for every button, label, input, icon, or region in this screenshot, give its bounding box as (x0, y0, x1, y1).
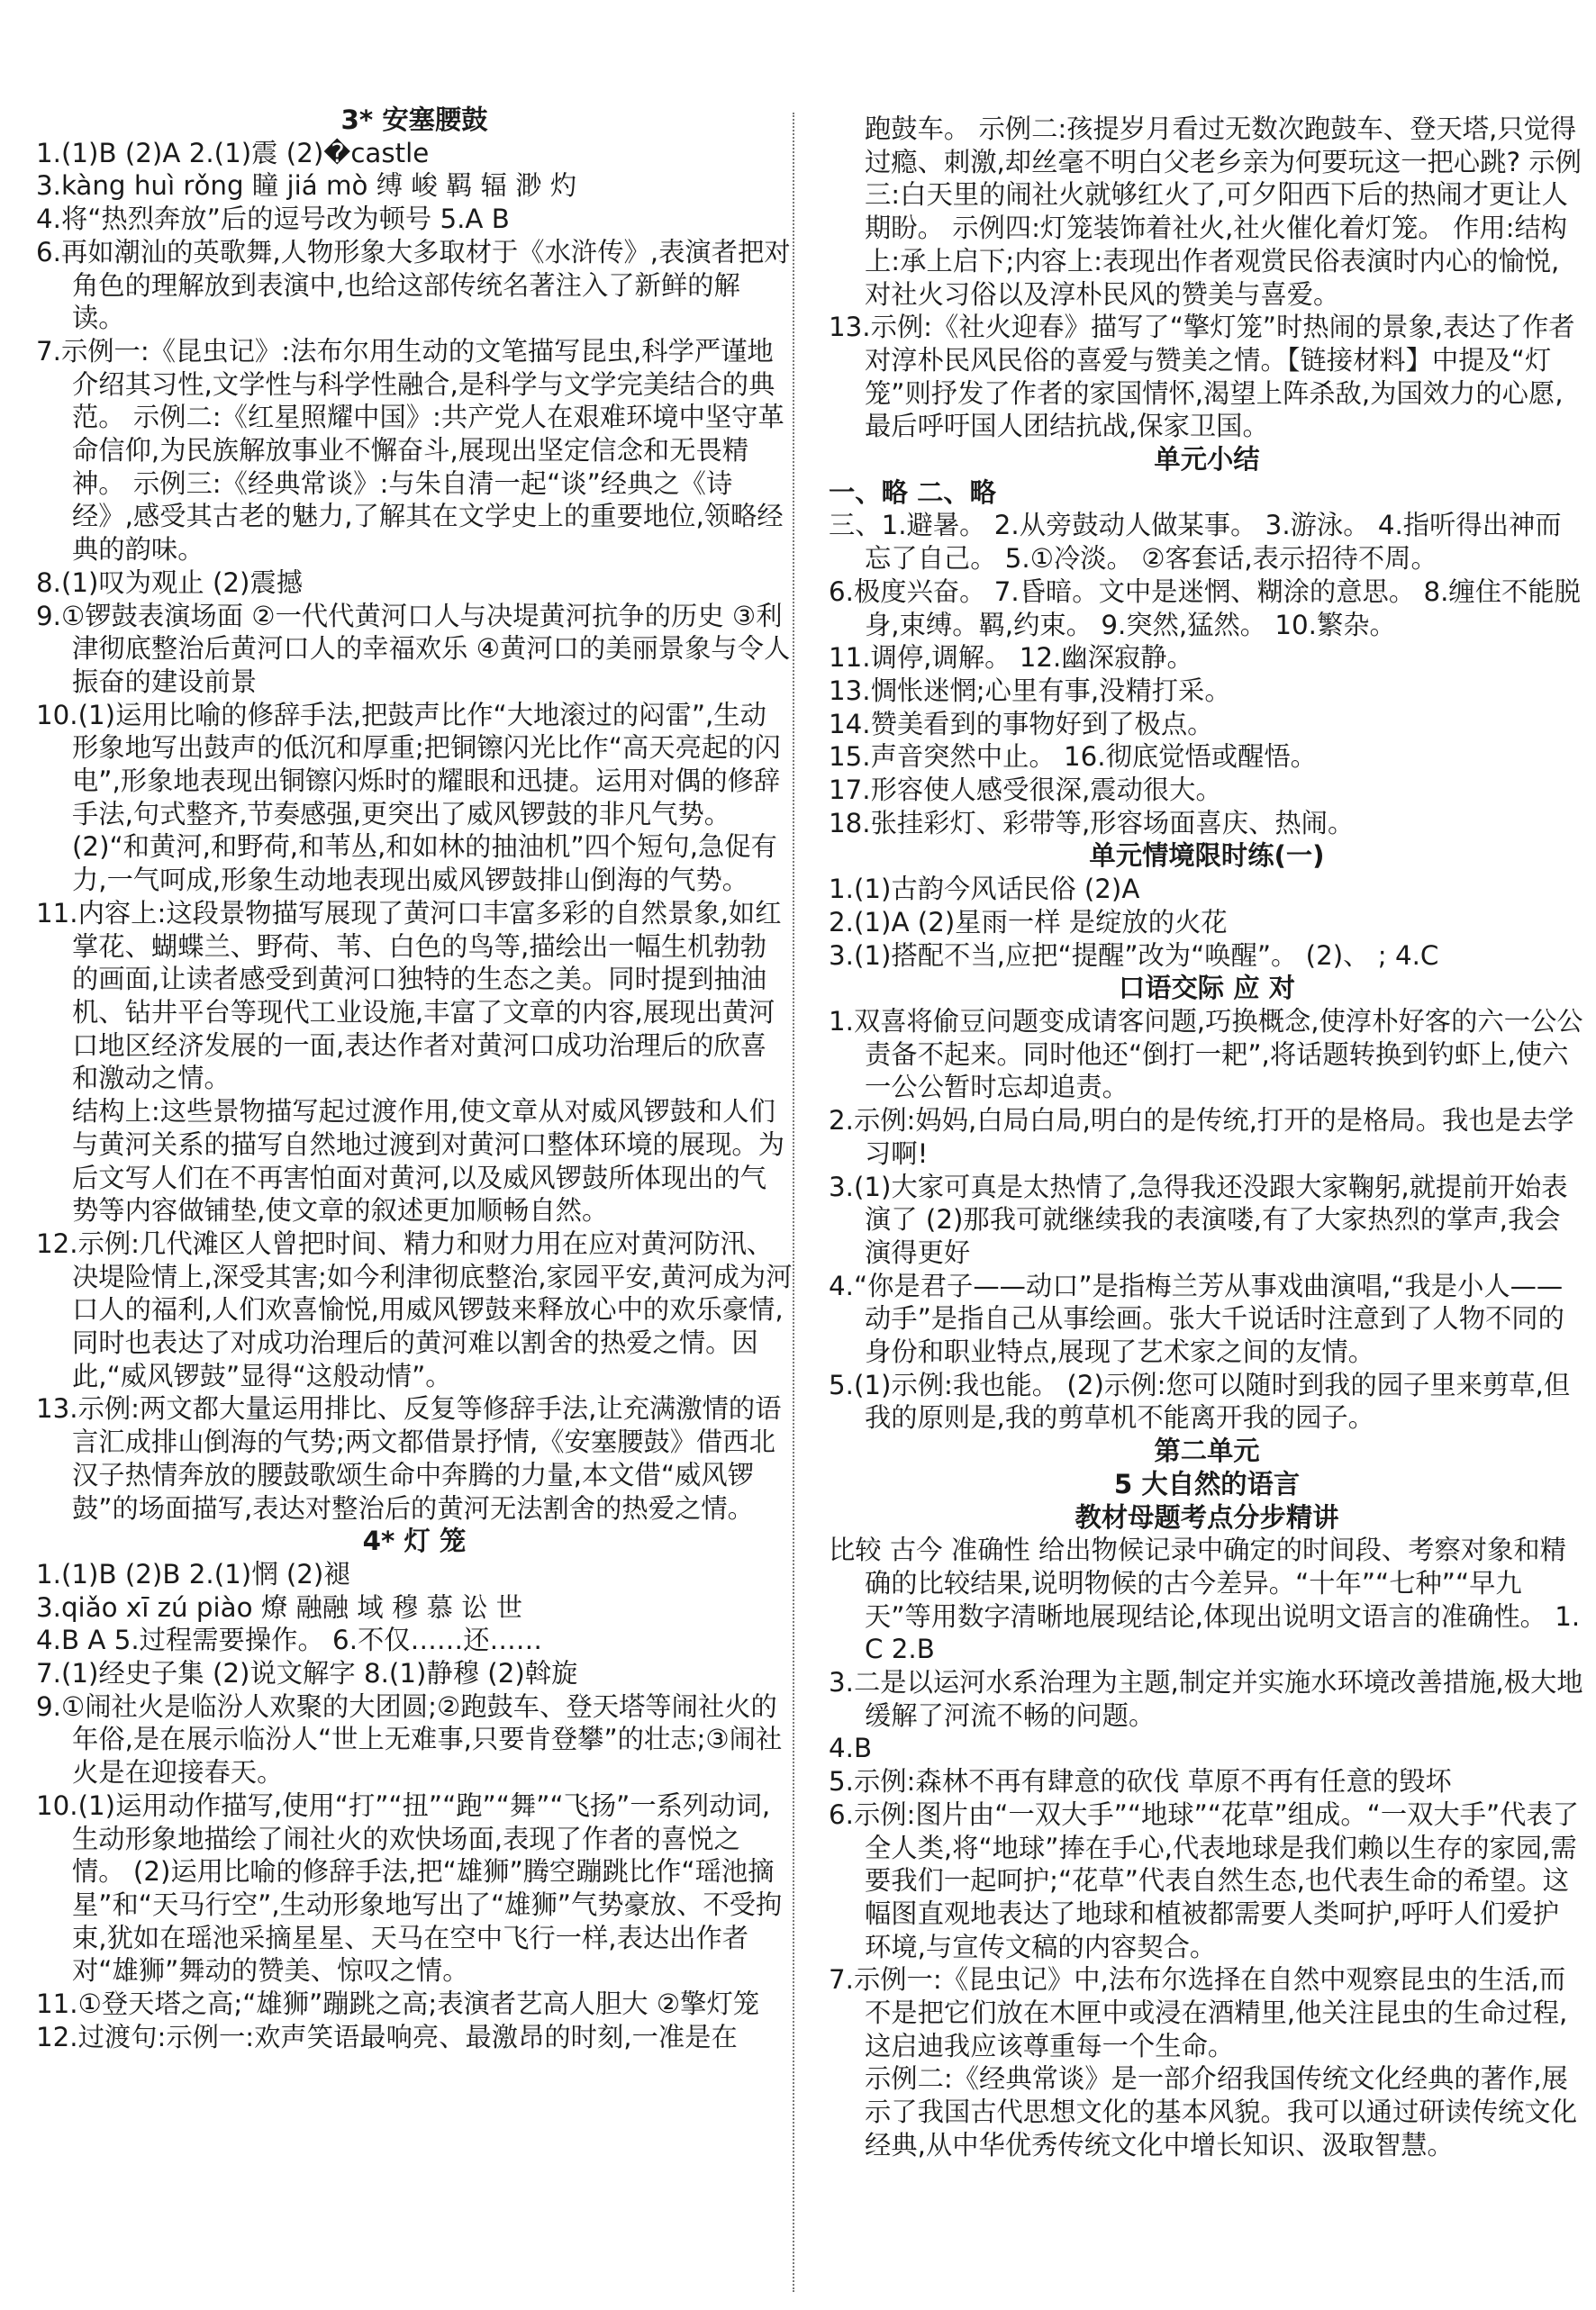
answer-item: 18.张挂彩灯、彩带等,形容场面喜庆、热闹。 (829, 807, 1355, 838)
answer-item: 17.形容使人感受很深,震动很大。 (829, 775, 1222, 806)
answer-item: 3.(1)搭配不当,应把“提醒”改为“唤醒”。 (2)、 ; 4.C (829, 939, 1439, 971)
answer-item: 三、1.避暑。 2.从旁鼓动人做某事。 3.游泳。 4.指听得出神而忘了自己。 5.①冷淡。 ②客套话,表示招待不周。 (829, 510, 1562, 575)
answer-continuation: 跑鼓车。 示例二:孩提岁月看过无数次跑鼓车、登天塔,只觉得过瘾、刺激,却丝毫不明白父老乡亲为何要玩这一把心跳? 示例三:白天里的闹社火就够红火了,可夕阳西下后的热闹才更让人期盼。 示例四:灯笼装饰着社火,社火催化着灯笼。 作用:结构上:承上启下;内容上:表现出作者观赏民俗表演时内心的愉悦,对社火习俗以及淳朴民风的赞美与喜爱。 (865, 113, 1582, 310)
section-heading: 5 大自然的语言 (1113, 1468, 1301, 1499)
answer-item: 11.调停,调解。 12.幽深寂静。 (829, 642, 1193, 674)
answer-item: 13.示例:《社火迎春》描写了“擎灯笼”时热闹的景象,表达了作者对淳朴民风民俗的喜爱与赞美之情。【链接材料】中提及“灯笼”则抒发了作者的家国情怀,渴望上阵杀敌,为国效力的心愿,最后呼吁国人团结抗战,保家卫国。 (829, 312, 1575, 442)
answer-continuation: 结构上:这些景物描写起过渡作用,使文章从对威风锣鼓和人们与黄河关系的描写自然地过渡到对黄河口整体环境的展现。为后文写人们在不再害怕面对黄河,以及威风锣鼓所体现出的气势等内容做铺垫,使文章的叙述更加顺畅自然。 (72, 1096, 785, 1227)
answer-item: 10.(1)运用比喻的修辞手法,把鼓声比作“大地滚过的闷雷”,生动形象地写出鼓声的低沉和厚重;把铜镲闪光比作“高天亮起的闪电”,形象地表现出铜镲闪烁时的耀眼和迅捷。运用对偶的修辞手法,句式整齐,节奏感强,更突出了威风锣鼓的非凡气势。 (36, 699, 781, 829)
answer-item: 1.(1)B (2)A 2.(1)震 (2)�castle (36, 137, 430, 168)
answer-item: 12.过渡句:示例一:欢声笑语最响亮、最激昂的时刻,一准是在 (36, 2021, 738, 2052)
answer-item: 1.(1)古韵今风话民俗 (2)A (829, 874, 1140, 905)
column-divider (793, 113, 794, 2292)
section-heading: 第二单元 (1154, 1436, 1260, 1467)
answer-item: 4.“你是君子——动口”是指梅兰芳从事戏曲演唱,“我是小人——动手”是指自己从事绘画。张大千说话时注意到了人物不同的身份和职业特点,展现了艺术家之间的友情。 (829, 1270, 1564, 1368)
section-heading: 4* 灯 笼 (362, 1526, 467, 1557)
section-heading: 教材母题考点分步精讲 (1075, 1501, 1339, 1533)
answer-item: 4.B A 5.过程需要操作。 6.不仅……还…… (36, 1625, 543, 1656)
answer-item: 5.示例:森林不再有肆意的砍伐 草原不再有任意的毁坏 (829, 1766, 1452, 1798)
answer-item: 15.声音突然中止。 16.彻底觉悟或醒悟。 (829, 741, 1317, 773)
section-heading: 3* 安塞腰鼓 (340, 104, 488, 135)
answer-item: 11.①登天塔之高;“雄狮”蹦跳之高;表演者艺高人胆大 ②擎灯笼 (36, 1988, 760, 2020)
answer-item: 7.(1)经史子集 (2)说文解字 8.(1)静穆 (2)斡旋 (36, 1658, 578, 1689)
section-heading: 口语交际 应 对 (1118, 973, 1296, 1004)
answer-item: 10.(1)运用动作描写,使用“打”“扭”“跑”“舞”“飞扬”一系列动词,生动形象地描绘了闹社火的欢快场面,表现了作者的喜悦之情。 (2)运用比喻的修辞手法,把“雄狮”腾空蹦跳比作“瑶池摘星”和“天马行空”,生动形象地写出了“雄狮”气势豪放、不受拘束,犹如在瑶池采摘星星、天马在空中飞行一样,表达出作者对“雄狮”舞动的赞美、惊叹之情。 (36, 1789, 783, 1987)
answer-item: 8.(1)叹为观止 (2)震撼 (36, 566, 304, 598)
answer-item: 9.①锣鼓表演场面 ②一代代黄河口人与决堤黄河抗争的历史 ③利津彻底整治后黄河口人的幸福欢乐 ④黄河口的美丽景象与令人振奋的建设前景 (36, 600, 791, 697)
right-column (829, 113, 1585, 2162)
answer-item: 4.B (829, 1733, 873, 1764)
answer-item: 6.极度兴奋。 7.昏暗。文中是迷惘、糊涂的意思。 8.缠住不能脱身,束缚。羁,约束。 9.突然,猛然。 10.繁杂。 (829, 575, 1581, 640)
section-heading: 单元情境限时练(一) (1089, 840, 1325, 872)
answer-continuation: (2)“和黄河,和野荷,和苇丛,和如林的抽油机”四个短句,急促有力,一气呵成,形象生动地表现出威风锣鼓排山倒海的气势。 (72, 831, 777, 896)
answer-item: 7.示例一:《昆虫记》中,法布尔选择在自然中观察昆虫的生活,而不是把它们放在木匣中或浸在酒精里,他关注昆虫的生命过程,这启迪我应该尊重每一个生命。 (829, 1964, 1568, 2061)
answer-item: 比较 古今 准确性 给出物候记录中确定的时间段、考察对象和精确的比较结果,说明物候的古今差异。“十年”“七种”“早九天”等用数字清晰地展现结论,体现出说明文语言的准确性。 1.C 2.B (829, 1535, 1581, 1665)
answer-item: 5.(1)示例:我也能。 (2)示例:您可以随时到我的园子里来剪草,但我的原则是,我的剪草机不能离开我的园子。 (829, 1369, 1571, 1434)
answer-item: 6.示例:图片由“一双大手”“地球”“花草”组成。“一双大手”代表了全人类,将“地球”捧在手心,代表地球是我们赖以生存的家园,需要我们一起呵护;“花草”代表自然生态,也代表生命的希望。这幅图直观地表达了地球和植被都需要人类呵护,呼吁人们爱护环境,与宣传文稿的内容契合。 (829, 1798, 1580, 1962)
answer-item: 13.惆怅迷惘;心里有事,没精打采。 (829, 675, 1231, 706)
section-heading: 单元小结 (1154, 444, 1260, 476)
answer-item: 1.(1)B (2)B 2.(1)惘 (2)褪 (36, 1558, 350, 1590)
answer-item: 3.qiǎo xī zú piào 燎 融融 域 穆 慕 讼 世 (36, 1591, 523, 1623)
answer-item: 3.(1)大家可真是太热情了,急得我还没跟大家鞠躬,就提前开始表演了 (2)那我可就继续我的表演喽,有了大家热烈的掌声,我会演得更好 (829, 1171, 1568, 1268)
answer-item: 7.示例一:《昆虫记》:法布尔用生动的文笔描写昆虫,科学严谨地介绍其习性,文学性与科学性融合,是科学与文学完美结合的典范。 示例二:《红星照耀中国》:共产党人在艰难环境中坚守革命信仰,为民族解放事业不懈奋斗,展现出坚定信念和无畏精神。 示例三:《经典常谈》:与朱自清一起“谈”经典之《诗经》,感受其古老的魅力,了解其在文学史上的重要地位,领略经典的韵味。 (36, 335, 784, 566)
answer-item: 9.①闹社火是临汾人欢聚的大团圆;②跑鼓车、登天塔等闹社火的年俗,是在展示临汾人“世上无难事,只要肯登攀”的壮志;③闹社火是在迎接春天。 (36, 1690, 783, 1789)
left-column (36, 104, 793, 2053)
answer-item: 1.双喜将偷豆问题变成请客问题,巧换概念,使淳朴好客的六一公公责备不起来。同时他还“倒打一耙”,将话题转换到钓虾上,使六一公公暂时忘却追责。 (829, 1005, 1583, 1103)
answer-item: 2.示例:妈妈,白局白局,明白的是传统,打开的是格局。我也是去学习啊! (829, 1105, 1574, 1169)
answer-item: 2.(1)A (2)星雨一样 是绽放的火花 (829, 906, 1228, 938)
section-label: 一、略 二、略 (829, 476, 996, 508)
answer-item: 6.再如潮汕的英歌舞,人物形象大多取材于《水浒传》,表演者把对角色的理解放到表演中,也给这部传统名著注入了新鲜的解读。 (36, 236, 791, 334)
answer-continuation: 示例二:《经典常谈》是一部介绍我国传统文化经典的著作,展示了我国古代思想文化的基本风貌。我可以通过研读传统文化经典,从中华优秀传统文化中增长知识、汲取智慧。 (865, 2063, 1578, 2161)
answer-item: 11.内容上:这段景物描写展现了黄河口丰富多彩的自然景象,如红掌花、蝴蝶兰、野荷、苇、白色的鸟等,描绘出一幅生机勃勃的画面,让读者感受到黄河口独特的生态之美。同时提到抽油机、钻井平台等现代工业设施,丰富了文章的内容,展现出黄河口地区经济发展的一面,表达作者对黄河口成功治理后的欣喜和激动之情。 (36, 897, 782, 1094)
answer-item: 3.kàng huì rǒng 瞳 jiá mò 缚 峻 羁 辐 渺 灼 (36, 170, 577, 202)
answer-item: 12.示例:几代滩区人曾把时间、精力和财力用在应对黄河防汛、决堤险情上,深受其害;如今利津彻底整治,家园平安,黄河成为河口人的福利,人们欢喜愉悦,用威风锣鼓来释放心中的欢乐豪情,同时也表达了对成功治理后的黄河难以割舍的热爱之情。因此,“威风锣鼓”显得“这般动情”。 (36, 1227, 793, 1391)
answer-item: 4.将“热烈奔放”后的逗号改为顿号 5.A B (36, 204, 510, 235)
answer-item: 14.赞美看到的事物好到了极点。 (829, 708, 1214, 739)
answer-item: 13.示例:两文都大量运用排比、反复等修辞手法,让充满激情的语言汇成排山倒海的气势;两文都借景抒情,《安塞腰鼓》借西北汉子热情奔放的腰鼓歌颂生命中奔腾的力量,本文借“威风锣鼓”的场面描写,表达对整治后的黄河无法割舍的热爱之情。 (36, 1393, 782, 1524)
answer-item: 3.二是以运河水系治理为主题,制定并实施水环境改善措施,极大地缓解了河流不畅的问题。 (829, 1667, 1583, 1731)
